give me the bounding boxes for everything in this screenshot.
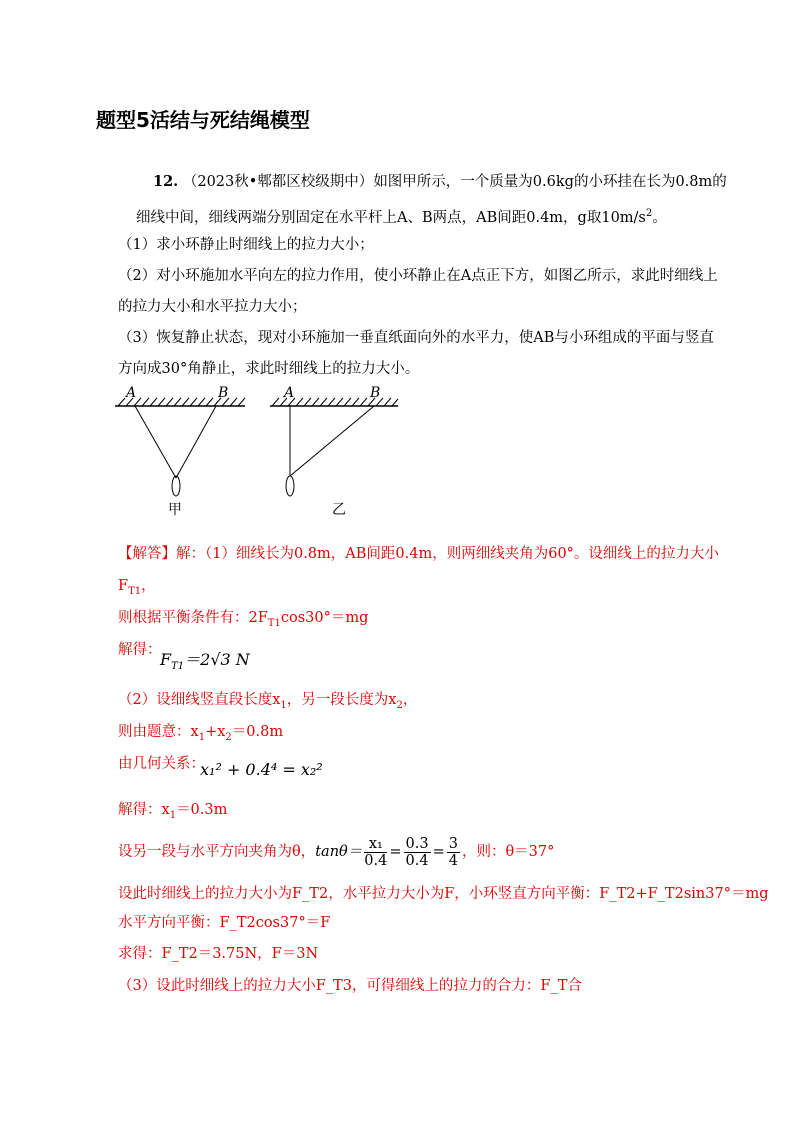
label-b: B [218, 385, 229, 401]
subscript: 1 [280, 699, 287, 711]
punct: ， [402, 692, 418, 708]
section-title: 题型5活结与死结绳模型 [96, 108, 310, 132]
question-part-2a: （2）对小环施加水平向左的拉力作用，使小环静止在A点正下方，如图乙所示，求此时细线上 [118, 268, 718, 284]
ring [286, 476, 294, 496]
label-a: A [126, 385, 137, 401]
fraction-2 [404, 836, 431, 869]
question-part-1: （1）求小环静止时细线上的拉力大小； [118, 237, 374, 253]
answer-line-5 [118, 690, 417, 716]
question-text-1: 如图甲所示，一个质量为0.6kg的小环挂在长为0.8m的 [373, 174, 727, 190]
figure-jia [110, 382, 260, 517]
numerator: 3 [448, 835, 458, 852]
subscript: 2 [225, 731, 232, 743]
formula-ft1 [160, 650, 250, 677]
answer-line-1 [118, 544, 719, 564]
question-part-2b: 的拉力大小和水平拉力大小； [118, 299, 307, 315]
question-line-2 [136, 204, 667, 228]
formula-geometry: x₁² + 0.4⁴ = x₂² [200, 760, 323, 779]
formula-rhs: ＝2√3 N [184, 650, 250, 669]
answer-text-3b: cos30°＝mg [280, 610, 369, 626]
fraction-1 [364, 836, 387, 869]
subscript: T1 [171, 661, 185, 673]
question-source: （2023秋•郫都区校级期中） [182, 174, 374, 190]
answer-line-7: 由几何关系： [118, 756, 205, 772]
question-part-3a: （3）恢复静止状态，现对小环施加一垂直纸面向外的水平力，使AB与小环组成的平面与竖直 [118, 330, 714, 346]
figure-yi [262, 382, 412, 517]
subscript: T1 [128, 585, 142, 597]
answer-line-12: 求得：F_T2＝3.75N，F＝3N [118, 946, 319, 962]
text: ＝0.3m [176, 802, 228, 818]
equals: = [432, 844, 445, 860]
string-left [135, 406, 176, 478]
text: 则由题意：x [118, 724, 199, 740]
fraction-3 [447, 836, 460, 869]
answer-line-13: （3）设此时细线上的拉力大小F_T3，可得细线上的拉力的合力：F_T合 [118, 978, 582, 994]
punct: 。 [652, 209, 667, 226]
superscript: 2 [645, 208, 653, 219]
numerator: 0.3 [405, 835, 429, 852]
text: ，则：θ＝37° [461, 844, 555, 860]
string-slanted [290, 406, 374, 476]
answer-line-3 [118, 608, 368, 634]
tan-label: tanθ＝ [315, 844, 363, 860]
answer-line-9 [118, 832, 554, 872]
answer-line-2 [118, 576, 156, 602]
question-line-1 [153, 172, 727, 192]
label-b: B [370, 385, 381, 401]
text: 设另一段与水平方向夹角为θ， [118, 844, 316, 860]
ring [172, 476, 180, 496]
punct: ， [141, 578, 156, 594]
text: （2）设细线竖直段长度x [118, 692, 281, 708]
text: ＝0.8m [231, 724, 284, 740]
subscript: 1 [198, 731, 206, 743]
label-a: A [284, 385, 295, 401]
numerator: x₁ [364, 836, 387, 853]
equals: = [389, 844, 402, 860]
question-number: 12. [153, 173, 179, 190]
string-right [176, 406, 216, 478]
question-part-3b: 方向成30°角静止，求此时细线上的拉力大小。 [118, 361, 420, 377]
answer-line-6 [118, 722, 283, 748]
answer-line-4: 解得： [118, 642, 162, 658]
subscript: 1 [169, 809, 177, 821]
denominator: 4 [448, 852, 458, 869]
answer-line-11: 水平方向平衡：F_T2cos37°＝F [118, 915, 331, 931]
text: +x [205, 724, 226, 740]
question-text-2: 细线中间，细线两端分别固定在水平杆上A、B两点，AB间距0.4m，g取10m/s [136, 209, 646, 226]
symbol-f: F [160, 650, 172, 669]
answer-text-3a: 则根据平衡条件有：2F [118, 610, 268, 626]
answer-line-8 [118, 800, 227, 826]
answer-text-1: 解：（1）细线长为0.8m，AB间距0.4m，则两细线夹角为60°。设细线上的拉力大小 [176, 546, 719, 562]
denominator: 0.4 [364, 852, 388, 869]
answer-tag: 【解答】 [118, 546, 176, 562]
symbol-f: F [118, 578, 129, 594]
denominator: 0.4 [405, 852, 429, 869]
text: 解得：x [118, 802, 170, 818]
subscript: T1 [267, 617, 281, 629]
subscript: 2 [396, 699, 403, 711]
figure-caption-jia: 甲 [168, 502, 182, 517]
figure-caption-yi: 乙 [332, 502, 346, 517]
text: ，另一段长度为x [286, 692, 397, 708]
answer-line-10: 设此时细线上的拉力大小为F_T2，水平拉力大小为F，小环竖直方向平衡：F_T2+F_T2sin37°＝mg [118, 886, 769, 902]
